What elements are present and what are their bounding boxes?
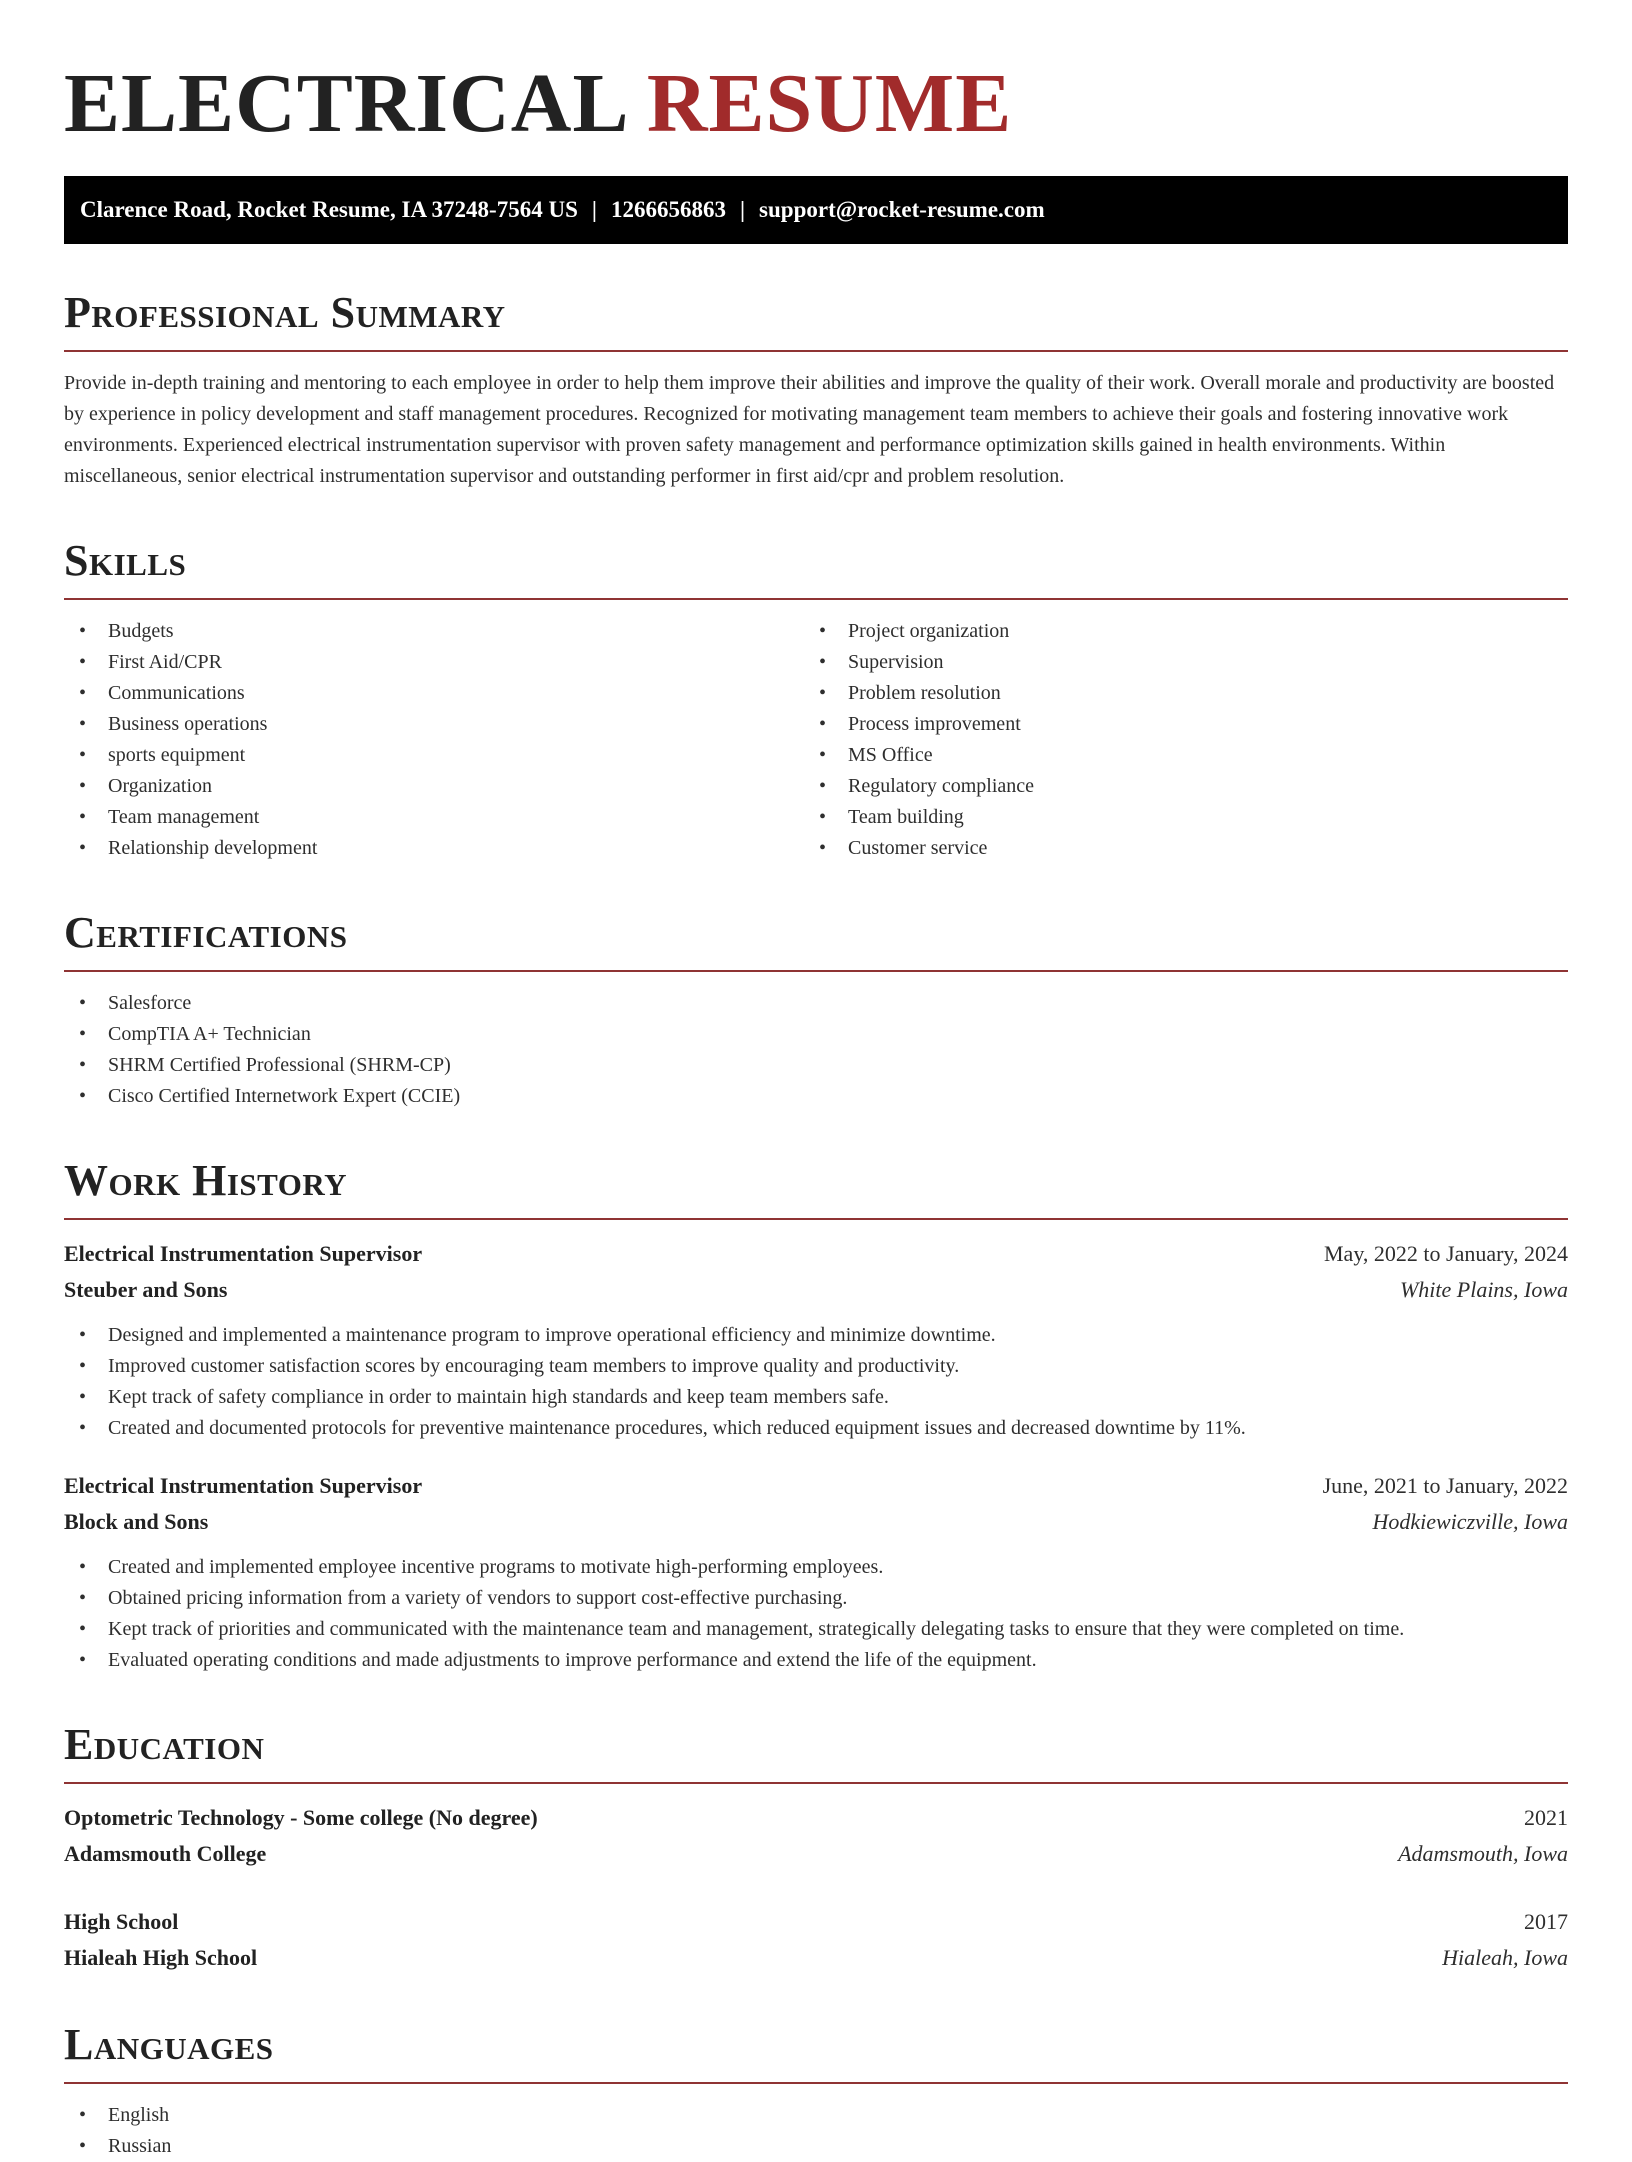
education-school: Adamsmouth College [64, 1841, 267, 1866]
skill-item: • Customer service [804, 833, 1544, 864]
job-title-row [64, 1236, 1568, 1272]
language-item: • Russian [64, 2131, 1568, 2162]
skill-item: • Budgets [64, 616, 804, 647]
job-bullet: • Improved customer satisfaction scores by encouraging team members to improve quality and productivity. [64, 1351, 1568, 1382]
job-entry [64, 1468, 1568, 1676]
summary-section [64, 288, 1568, 492]
education-degree-row [64, 1904, 1568, 1940]
languages-section [64, 2020, 1568, 2162]
contact-separator: | [739, 197, 746, 222]
skill-item: • First Aid/CPR [64, 647, 804, 678]
summary-text: Provide in-depth training and mentoring to each employee in order to help them improve their abilities and improve the quality of their work. Overall morale and productivity are boosted by experience in policy development and staff management procedures. Recognized for motivating management team members to achieve their goals and fostering innovative work environments. Experienced electrical instrumentation supervisor with proven safety management and performance optimization skills gained in health environments. Within miscellaneous, senior electrical instrumentation supervisor and outstanding performer in first aid/cpr and problem resolution. [64, 372, 1555, 487]
skill-item: • Relationship development [64, 833, 804, 864]
contact-address: Clarence Road, Rocket Resume, IA 37248-7564 US [80, 197, 578, 222]
section-heading: Work History [64, 1156, 348, 1205]
section-divider [64, 350, 1568, 352]
job-bullet: • Created and documented protocols for preventive maintenance procedures, which reduced equipment issues and decreased downtime by 11%. [64, 1413, 1568, 1444]
title-accent: RESUME [646, 57, 1013, 150]
job-title: Electrical Instrumentation Supervisor [64, 1473, 423, 1498]
job-bullet: • Kept track of safety compliance in order to maintain high standards and keep team members safe. [64, 1382, 1568, 1413]
job-company: Steuber and Sons [64, 1277, 228, 1302]
job-bullet: • Created and implemented employee incentive programs to motivate high-performing employees. [64, 1552, 1568, 1583]
education-degree: High School [64, 1909, 179, 1934]
certification-item: • SHRM Certified Professional (SHRM-CP) [64, 1050, 1568, 1081]
certification-item: • Cisco Certified Internetwork Expert (CCIE) [64, 1081, 1568, 1112]
job-bullet: • Designed and implemented a maintenance program to improve operational efficiency and minimize downtime. [64, 1320, 1568, 1351]
job-bullet: • Evaluated operating conditions and made adjustments to improve performance and extend the life of the equipment. [64, 1645, 1568, 1676]
education-school-row [64, 1940, 1568, 1976]
skill-item: • Business operations [64, 709, 804, 740]
skill-item: • Team building [804, 802, 1544, 833]
certification-item: • Salesforce [64, 988, 1568, 1019]
education-entry [64, 1904, 1568, 1976]
job-title-row [64, 1468, 1568, 1504]
skills-column-left [64, 616, 804, 864]
job-company-row [64, 1504, 1568, 1540]
title-main: ELECTRICAL [64, 57, 625, 150]
section-divider [64, 970, 1568, 972]
skills-column-right [804, 616, 1544, 864]
job-bullet: • Obtained pricing information from a variety of vendors to support cost-effective purchasing. [64, 1583, 1568, 1614]
job-location: White Plains, Iowa [1399, 1277, 1568, 1302]
language-item: • English [64, 2100, 1568, 2131]
education-location: Adamsmouth, Iowa [1398, 1841, 1568, 1866]
skills-grid [64, 616, 1568, 864]
contact-separator: | [591, 197, 597, 222]
section-divider [64, 1218, 1568, 1220]
work-history-section [64, 1156, 1568, 1676]
section-divider [64, 598, 1568, 600]
education-school-row [64, 1836, 1568, 1872]
job-company-row [64, 1272, 1568, 1308]
job-location: Hodkiewiczville, Iowa [1372, 1509, 1568, 1534]
skill-item: • Problem resolution [804, 678, 1544, 709]
education-location: Hialeah, Iowa [1442, 1945, 1568, 1970]
education-degree: Optometric Technology - Some college (No degree) [64, 1805, 538, 1830]
education-year: 2021 [1524, 1805, 1568, 1830]
skill-item: • Regulatory compliance [804, 771, 1544, 802]
job-dates: May, 2022 to January, 2024 [1324, 1241, 1568, 1266]
education-school: Hialeah High School [64, 1945, 258, 1970]
skill-item: • sports equipment [64, 740, 804, 771]
contact-bar [64, 176, 1568, 244]
job-bullet: • Kept track of priorities and communicated with the maintenance team and management, strategically delegating tasks to ensure that they were completed on time. [64, 1614, 1568, 1645]
education-year: 2017 [1524, 1909, 1568, 1934]
job-company: Block and Sons [64, 1509, 209, 1534]
job-title: Electrical Instrumentation Supervisor [64, 1241, 423, 1266]
education-entry [64, 1800, 1568, 1872]
section-heading: Languages [64, 2020, 274, 2069]
section-heading: Professional Summary [64, 288, 506, 337]
skill-item: • Process improvement [804, 709, 1544, 740]
section-heading: Education [64, 1720, 265, 1769]
resume-title [64, 56, 1568, 152]
section-heading: Certifications [64, 908, 348, 957]
skill-item: • MS Office [804, 740, 1544, 771]
skill-item: • Supervision [804, 647, 1544, 678]
certifications-section [64, 908, 1568, 1112]
skill-item: • Organization [64, 771, 804, 802]
skill-item: • Team management [64, 802, 804, 833]
languages-list [64, 2100, 1568, 2162]
section-divider [64, 1782, 1568, 1784]
contact-phone: 1266656863 [610, 197, 726, 222]
section-divider [64, 2082, 1568, 2084]
job-bullets [64, 1552, 1568, 1676]
education-section [64, 1720, 1568, 1976]
job-bullets [64, 1320, 1568, 1444]
skill-item: • Project organization [804, 616, 1544, 647]
skill-item: • Communications [64, 678, 804, 709]
job-entry [64, 1236, 1568, 1444]
education-degree-row [64, 1800, 1568, 1836]
certification-item: • CompTIA A+ Technician [64, 1019, 1568, 1050]
contact-email: support@rocket-resume.com [759, 197, 1045, 222]
skills-section [64, 536, 1568, 864]
certifications-list [64, 988, 1568, 1112]
job-dates: June, 2021 to January, 2022 [1322, 1473, 1568, 1498]
section-heading: Skills [64, 536, 187, 585]
